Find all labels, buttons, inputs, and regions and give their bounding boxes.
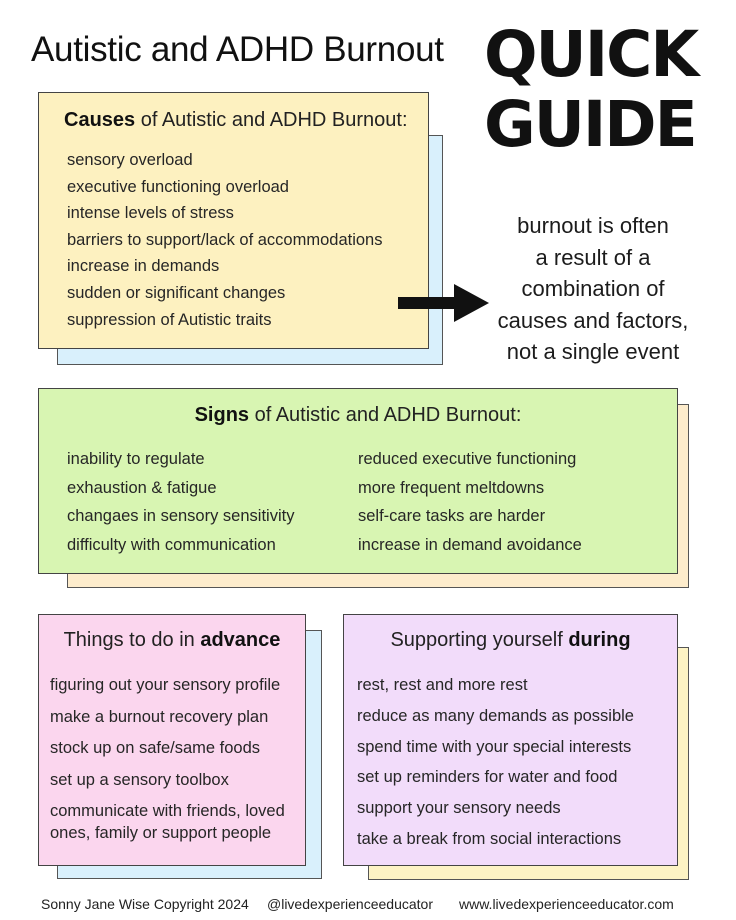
arrow-shaft xyxy=(398,297,456,309)
causes-card xyxy=(38,92,429,349)
signs-card xyxy=(38,388,678,574)
signs-list-item: increase in demand avoidance xyxy=(358,536,582,555)
causes-list-item: executive functioning overload xyxy=(67,177,289,196)
signs-card-title xyxy=(39,404,677,427)
during-list-item: reduce as many demands as possible xyxy=(357,706,634,725)
causes-title-rest: of Autistic and ADHD Burnout: xyxy=(135,109,408,131)
causes-list-item: intense levels of stress xyxy=(67,204,234,223)
quick-guide-heading xyxy=(484,20,704,160)
signs-list-item: changaes in sensory sensitivity xyxy=(67,507,295,526)
advance-list-item: communicate with friends, loved ones, family or support people xyxy=(50,802,285,842)
page-title: Autistic and ADHD Burnout xyxy=(31,30,444,69)
during-title-bold: during xyxy=(568,629,631,651)
causes-card-title xyxy=(64,109,408,132)
during-title-rest: Supporting yourself xyxy=(390,629,569,651)
footer-website[interactable]: www.livedexperienceeducator.com xyxy=(459,896,674,912)
signs-title-bold: Signs xyxy=(194,404,250,426)
signs-list-item: difficulty with communication xyxy=(67,536,276,555)
footer-copyright: Sonny Jane Wise Copyright 2024 xyxy=(41,896,249,912)
signs-list-item: exhaustion & fatigue xyxy=(67,478,217,497)
causes-list-item: suppression of Autistic traits xyxy=(67,310,272,329)
burnout-note xyxy=(484,210,702,368)
during-list-item: set up reminders for water and food xyxy=(357,768,618,787)
advance-list-item: stock up on safe/same foods xyxy=(50,739,261,757)
signs-list-right xyxy=(358,445,582,560)
signs-list-item: reduced executive functioning xyxy=(358,450,577,468)
advance-card xyxy=(38,614,306,866)
advance-list-item: figuring out your sensory profile xyxy=(50,676,281,694)
advance-title-rest: Things to do in xyxy=(63,629,201,651)
signs-list-left xyxy=(67,445,294,560)
signs-list-item: self-care tasks are harder xyxy=(358,507,546,526)
signs-list-item: more frequent meltdowns xyxy=(358,478,545,497)
advance-card-title xyxy=(39,629,305,652)
during-list-item: spend time with your special interests xyxy=(357,737,632,756)
causes-list-item: increase in demands xyxy=(67,257,220,276)
right-arrow-icon xyxy=(398,283,490,323)
advance-title-bold: advance xyxy=(200,629,281,651)
during-list-item: take a break from social interactions xyxy=(357,829,622,848)
during-card-title xyxy=(344,629,677,652)
causes-list-item: sensory overload xyxy=(67,151,193,169)
quick-guide-line-1: QUICK xyxy=(484,18,698,91)
quick-guide-line-2: GUIDE xyxy=(484,88,696,161)
burnout-note-line: burnout is often xyxy=(517,213,669,238)
causes-title-bold: Causes xyxy=(64,109,136,131)
footer-handle: @livedexperienceeducator xyxy=(267,896,433,912)
burnout-note-line: not a single event xyxy=(506,339,680,364)
causes-list-item: barriers to support/lack of accommodations xyxy=(67,230,383,249)
signs-list-item: inability to regulate xyxy=(67,450,205,468)
during-list xyxy=(357,670,634,855)
during-list-item: rest, rest and more rest xyxy=(357,676,528,694)
during-card xyxy=(343,614,678,866)
burnout-note-line: a result of a xyxy=(535,244,651,270)
during-list-item: support your sensory needs xyxy=(357,799,561,818)
advance-list xyxy=(50,674,302,854)
advance-list-item: make a burnout recovery plan xyxy=(50,707,269,726)
burnout-note-line: combination of xyxy=(521,276,665,301)
signs-title-rest: of Autistic and ADHD Burnout: xyxy=(249,404,522,426)
causes-list-item: sudden or significant changes xyxy=(67,283,286,302)
causes-list xyxy=(67,147,382,333)
advance-list-item: set up a sensory toolbox xyxy=(50,770,229,789)
burnout-note-line: causes and factors, xyxy=(497,307,689,333)
